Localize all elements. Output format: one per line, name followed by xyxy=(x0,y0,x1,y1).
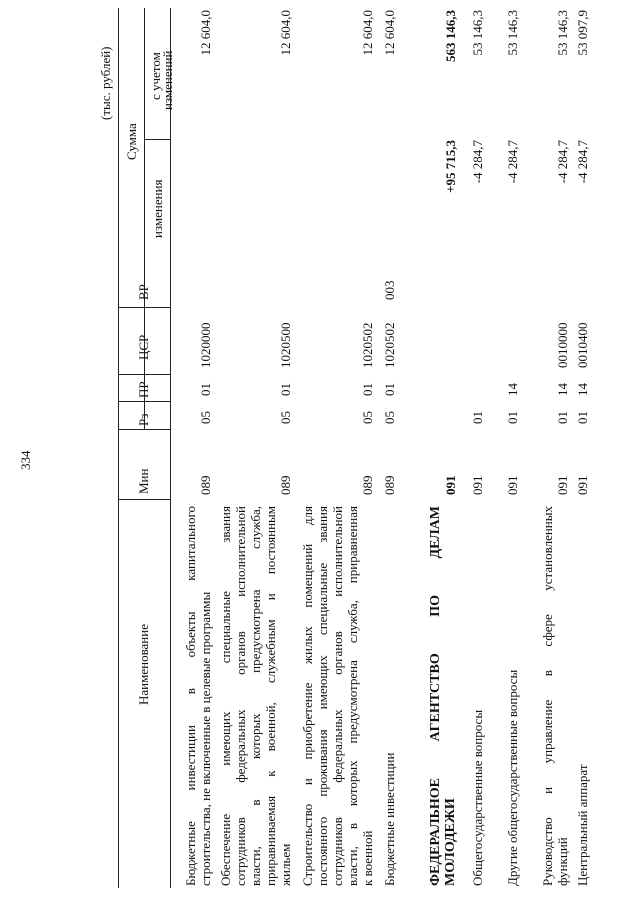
row-name-line: Бюджетные инвестиции в объекты капитального xyxy=(183,506,198,886)
row-name-line: строительства, не включенные в целевые программы xyxy=(198,591,213,886)
row-name-line: Строительство и приобретение жилых помещений для xyxy=(300,506,315,886)
header-top-line xyxy=(118,8,119,888)
col-divider-name xyxy=(118,499,170,500)
row-rz: 01 xyxy=(470,411,485,424)
col-divider-csr xyxy=(118,307,170,308)
row-name-line: власти, в которых предусмотрена служба, xyxy=(248,506,263,886)
row-pr: 14 xyxy=(575,383,590,396)
row-name-line: Бюджетные инвестиции xyxy=(382,752,397,886)
row-min: 089 xyxy=(278,475,293,495)
row-name-line: Руководство и управление в сфере установленных xyxy=(540,506,555,886)
row-csr: 1020502 xyxy=(360,322,375,368)
row-min: 091 xyxy=(575,475,590,495)
row-name-line: ФЕДЕРАЛЬНОЕ АГЕНТСТВО ПО ДЕЛАМ xyxy=(428,506,443,886)
row-rz: 05 xyxy=(382,411,397,424)
row-rz: 01 xyxy=(505,411,520,424)
row-change: -4 284,7 xyxy=(555,140,570,184)
row-vr: 003 xyxy=(382,280,397,300)
row-rz: 05 xyxy=(198,411,213,424)
row-csr: 1020500 xyxy=(278,322,293,368)
row-change: -4 284,7 xyxy=(505,140,520,184)
row-min: 091 xyxy=(505,475,520,495)
row-csr: 0010000 xyxy=(555,322,570,368)
row-change: -4 284,7 xyxy=(575,140,590,184)
header-with-change-1: с учетом xyxy=(148,52,163,100)
row-total: 12 604,0 xyxy=(382,10,397,56)
row-rz: 01 xyxy=(575,411,590,424)
row-min: 089 xyxy=(360,475,375,495)
col-divider-min xyxy=(118,429,170,430)
header-change: изменения xyxy=(150,179,165,238)
row-change: -4 284,7 xyxy=(470,140,485,184)
row-name-line: Обеспечение имеющих специальные звания xyxy=(218,506,233,886)
row-total: 53 146,3 xyxy=(470,10,485,56)
row-pr: 14 xyxy=(505,383,520,396)
row-name-line: Общегосударственные вопросы xyxy=(470,709,485,886)
row-name-line: постоянного проживания имеющих специальные звания xyxy=(315,506,330,886)
row-csr: 0010400 xyxy=(575,322,590,368)
header-with-change-2: изменений xyxy=(160,50,175,110)
row-min: 089 xyxy=(382,475,397,495)
page-number: 334 xyxy=(18,450,33,470)
row-min: 091 xyxy=(443,475,458,495)
row-total: 53 146,3 xyxy=(505,10,520,56)
col-divider-vr xyxy=(144,139,170,140)
row-name-line: жильем xyxy=(278,843,293,886)
row-csr: 1020000 xyxy=(198,322,213,368)
header-sum: Сумма xyxy=(124,123,139,160)
row-rz: 01 xyxy=(555,411,570,424)
row-total: 53 097,9 xyxy=(575,10,590,56)
row-total: 53 146,3 xyxy=(555,10,570,56)
header-name: Наименование xyxy=(136,624,151,705)
row-pr: 01 xyxy=(382,383,397,396)
row-pr: 01 xyxy=(278,383,293,396)
row-pr: 14 xyxy=(555,383,570,396)
col-divider-rz xyxy=(118,401,170,402)
row-total: 12 604,0 xyxy=(198,10,213,56)
row-name-line: к военной xyxy=(360,830,375,886)
header-pr: ПР xyxy=(136,381,151,398)
row-name-line: функций xyxy=(555,837,570,886)
row-min: 091 xyxy=(470,475,485,495)
row-name-line: приравниваемая к военной, служебным и постоянным xyxy=(263,506,278,886)
row-total: 12 604,0 xyxy=(360,10,375,56)
header-min: Мин xyxy=(136,468,151,494)
row-name-line: Центральный аппарат xyxy=(575,764,590,886)
row-name-line: МОЛОДЕЖИ xyxy=(443,798,458,886)
row-min: 089 xyxy=(198,475,213,495)
row-name-line: сотрудников федеральных органов исполнительной xyxy=(233,506,248,886)
row-pr: 01 xyxy=(198,383,213,396)
sum-divider-line xyxy=(144,8,145,430)
row-rz: 05 xyxy=(360,411,375,424)
row-csr: 1020502 xyxy=(382,322,397,368)
row-total: 563 146,3 xyxy=(443,10,458,62)
row-name-line: власти, в которых предусмотрена служба, приравненная xyxy=(345,506,360,886)
row-change: +95 715,3 xyxy=(443,140,458,193)
col-divider-pr xyxy=(118,374,170,375)
units-note: (тыс. рублей) xyxy=(98,46,113,120)
row-total: 12 604,0 xyxy=(278,10,293,56)
header-csr: ЦСР xyxy=(136,334,151,360)
row-name-line: сотрудников федеральных органов исполнительной xyxy=(330,506,345,886)
row-pr: 01 xyxy=(360,383,375,396)
row-rz: 05 xyxy=(278,411,293,424)
header-vr: ВР xyxy=(136,284,151,300)
header-bottom-line xyxy=(170,8,171,888)
header-rz: Рз xyxy=(136,413,151,426)
row-min: 091 xyxy=(555,475,570,495)
row-name-line: Другие общегосударственные вопросы xyxy=(505,669,520,886)
